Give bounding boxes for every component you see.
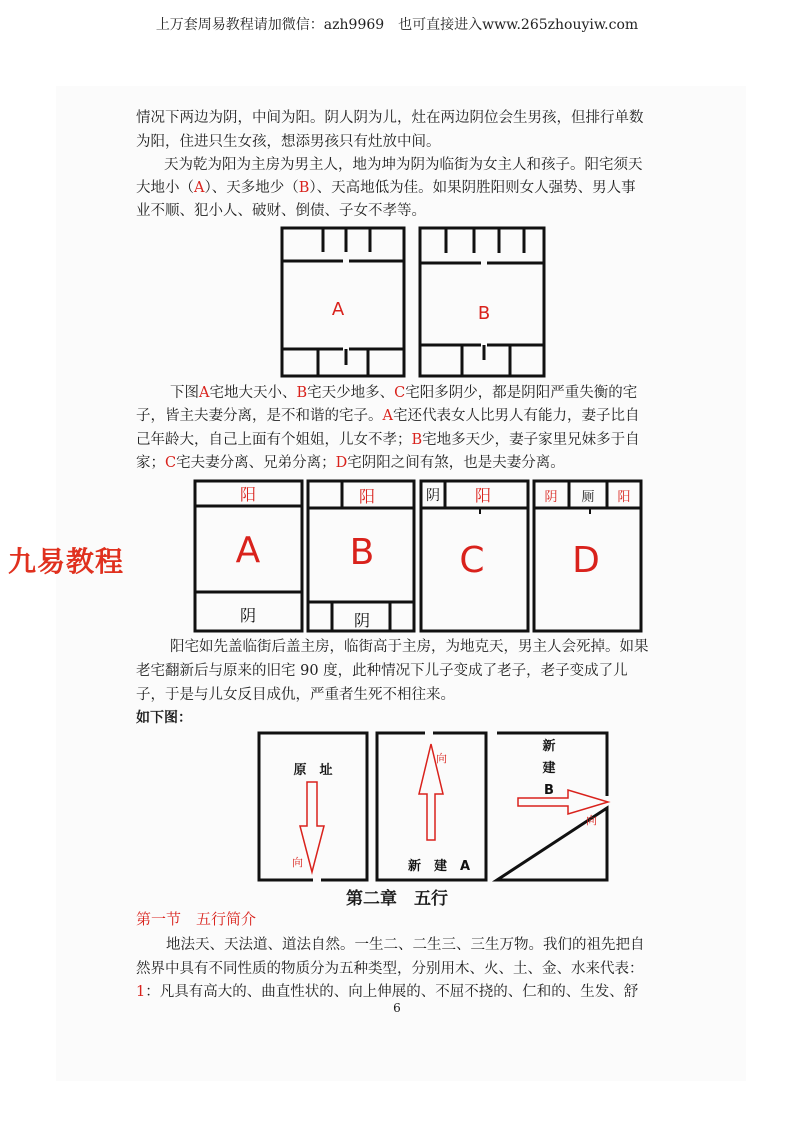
figure-orientation bbox=[256, 730, 616, 886]
house-b-label: B bbox=[477, 303, 491, 324]
box1-title: 原 址 bbox=[293, 763, 333, 778]
text-line: 为阳，住进只生女孩，想添男孩只有灶放中间。 bbox=[136, 133, 441, 150]
section-title: 第一节 五行简介 bbox=[136, 910, 257, 928]
text-line: 子，于是与儿女反目成仇，严重者生死不相往来。 bbox=[136, 687, 455, 703]
house-d-yin-label: 阴 bbox=[544, 490, 558, 505]
chapter-title: 第二章 五行 bbox=[346, 889, 448, 909]
red-letter: C bbox=[394, 385, 406, 401]
box3-text-2: 建 bbox=[542, 761, 556, 776]
paragraph-5 bbox=[136, 934, 708, 958]
text-span: 宅地大天小、 bbox=[209, 385, 297, 401]
box-original-site bbox=[259, 733, 367, 880]
text-line: 地法天、天法道、道法自然。一生二、二生三、三生万物。我们的祖先把自 bbox=[166, 937, 645, 953]
text-line: 老宅翻新后与原来的旧宅 90 度，此种情况下儿子变成了老子，老子变成了儿 bbox=[136, 663, 628, 679]
text-span: 下图 bbox=[170, 385, 199, 401]
paragraph-4-line-2 bbox=[136, 660, 708, 684]
paragraph-3-line-2 bbox=[136, 405, 708, 429]
house-d-letter: D bbox=[572, 540, 600, 581]
red-letter: D bbox=[335, 455, 348, 471]
paragraph-2-line-2 bbox=[136, 177, 708, 201]
paragraph-4-line-3 bbox=[136, 684, 708, 708]
house-b-letter: B bbox=[349, 532, 375, 573]
paragraph-3-line-4 bbox=[136, 452, 708, 476]
house-c-yang-label: 阳 bbox=[474, 486, 492, 505]
text-span: 子，皆主夫妻分离，是不和谐的宅子。 bbox=[136, 408, 383, 424]
box2-direction: 向 bbox=[436, 752, 447, 765]
watermark-text: 九易教程 bbox=[8, 545, 125, 578]
page-number: 6 bbox=[393, 1001, 401, 1015]
text-span: 己年龄大，自己上面有个姐姐，儿女不孝； bbox=[136, 432, 412, 448]
text-span: 家； bbox=[136, 455, 165, 471]
paragraph-4-line-4 bbox=[136, 707, 708, 731]
house-b-yin-label: 阴 bbox=[353, 611, 371, 630]
text-line: 情况下两边为阴，中间为阳。阴人阴为儿，灶在两边阴位会生男孩，但排行单数 bbox=[136, 110, 644, 126]
text-line: 然界中具有不同性质的物质分为五种类型，分别用木、火、土、金、水来代表： bbox=[136, 961, 644, 977]
text-span: 宅天少地多、 bbox=[307, 385, 395, 401]
box2-label: 新 建 A bbox=[407, 859, 471, 874]
house-c-letter: C bbox=[459, 540, 485, 581]
red-number: 1 bbox=[136, 984, 146, 1000]
house-c-yin-label: 阴 bbox=[426, 488, 440, 504]
box3-direction: 向 bbox=[586, 814, 597, 827]
box-new-a bbox=[377, 733, 486, 880]
text-line: 业不顺、犯小人、破财、倒债、子女不孝等。 bbox=[136, 203, 426, 219]
text-span: 宅还代表女人比男人有能力，妻子比自 bbox=[392, 408, 640, 424]
box3-text-3: B bbox=[544, 783, 554, 798]
figure-abcd-houses bbox=[192, 478, 644, 634]
box3-text-1: 新 bbox=[542, 739, 556, 754]
text-span: 宅阳多阴少，都是阴阳严重失衡的宅 bbox=[405, 385, 638, 401]
house-a-letter: A bbox=[235, 530, 261, 571]
paragraph-4 bbox=[136, 636, 708, 660]
red-letter: C bbox=[165, 455, 177, 471]
text-span: ：凡具有高大的、曲直性状的、向上伸展的、不屈不挠的、仁和的、生发、舒 bbox=[145, 984, 639, 1000]
red-letter: A bbox=[199, 385, 210, 401]
text-line: 阳宅如先盖临街后盖主房，临街高于主房，为地克天，男主人会死掉。如果 bbox=[170, 639, 649, 655]
text-line: 如下图： bbox=[136, 710, 192, 726]
house-a-yin-label: 阴 bbox=[239, 606, 257, 625]
text-span: 宅夫妻分离、兄弟分离； bbox=[176, 455, 336, 471]
house-a-label: A bbox=[331, 299, 345, 320]
house-a-yang-label: 阳 bbox=[239, 485, 257, 504]
text-span: 宅地多天少，妻子家里兄妹多于自 bbox=[422, 432, 640, 448]
red-letter: B bbox=[298, 180, 310, 196]
page-header: 上万套周易教程请加微信：azh9969 也可直接进入www.265zhouyiw.com bbox=[155, 17, 639, 33]
text-span: ）、天多地少（ bbox=[204, 180, 299, 196]
text-span: ）、天高地低为佳。如果阴胜阳则女人强势、男人事 bbox=[309, 180, 636, 196]
arrow-right bbox=[518, 790, 608, 814]
box1-direction: 向 bbox=[292, 856, 303, 869]
arrow-down bbox=[300, 782, 324, 872]
house-b-yang-label: 阳 bbox=[358, 487, 376, 506]
paragraph-5-line-2 bbox=[136, 958, 708, 982]
paragraph-1 bbox=[136, 107, 708, 154]
house-d-yang-label: 阳 bbox=[617, 490, 631, 505]
text-span: 宅阴阳之间有煞，也是夫妻分离。 bbox=[347, 455, 565, 471]
red-letter: A bbox=[382, 408, 393, 424]
paragraph-3 bbox=[136, 382, 708, 406]
red-letter: A bbox=[194, 180, 205, 196]
figure-ab-houses bbox=[278, 225, 548, 379]
paragraph-2 bbox=[136, 154, 708, 178]
paragraph-2-line-3 bbox=[136, 200, 708, 224]
text-span: 大地小（ bbox=[136, 180, 194, 196]
red-letter: B bbox=[411, 432, 423, 448]
red-letter: B bbox=[296, 385, 308, 401]
text-line: 天为乾为阳为主房为男主人，地为坤为阴为临街为女主人和孩子。阳宅须天 bbox=[164, 157, 643, 173]
house-d-toilet-label: 厕 bbox=[581, 490, 595, 505]
paragraph-3-line-3 bbox=[136, 429, 708, 453]
